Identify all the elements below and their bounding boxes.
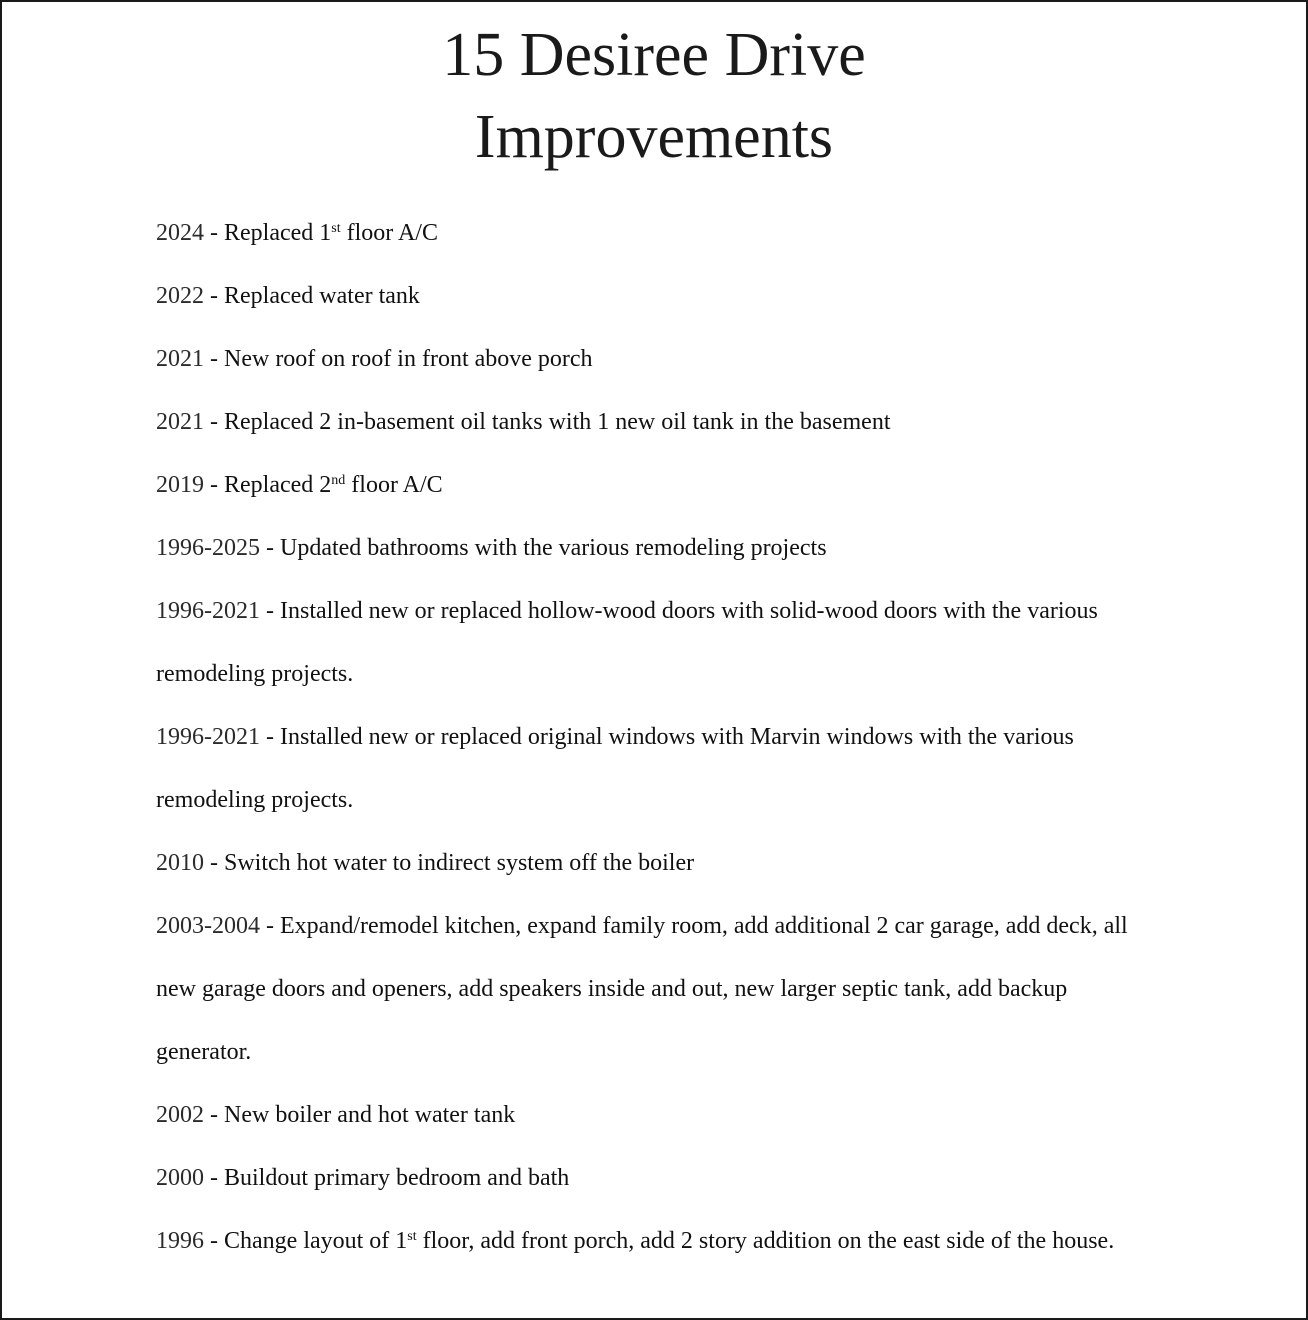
entry-separator: - bbox=[260, 724, 280, 750]
entry-year: 2019 bbox=[156, 472, 204, 498]
entry-separator: - bbox=[204, 283, 224, 309]
entry-text: Installed new or replaced hollow-wood doors with solid-wood doors with the various remodeling projects. bbox=[156, 598, 1098, 687]
entry-superscript: nd bbox=[331, 473, 346, 488]
entry-text: Replaced 2 bbox=[224, 472, 332, 498]
improvements-list bbox=[156, 202, 1166, 1273]
entry-text: Updated bathrooms with the various remodeling projects bbox=[280, 535, 827, 561]
entry-separator: - bbox=[204, 1165, 224, 1191]
entry-separator: - bbox=[204, 220, 224, 246]
entry-year: 2021 bbox=[156, 346, 204, 372]
entry-text: New boiler and hot water tank bbox=[224, 1102, 516, 1128]
entry-text: Replaced 2 in-basement oil tanks with 1 new oil tank in the basement bbox=[224, 409, 891, 435]
entry-separator: - bbox=[204, 1102, 224, 1128]
list-item bbox=[156, 580, 1166, 706]
list-item bbox=[156, 202, 1166, 265]
entry-separator: - bbox=[204, 850, 224, 876]
entry-text: Replaced 1 bbox=[224, 220, 332, 246]
entry-text: Installed new or replaced original windows with Marvin windows with the various remodeling projects. bbox=[156, 724, 1074, 813]
entry-year: 1996-2021 bbox=[156, 598, 260, 624]
entry-superscript: st bbox=[407, 1229, 417, 1244]
entry-text: Replaced water tank bbox=[224, 283, 420, 309]
entry-text: New roof on roof in front above porch bbox=[224, 346, 593, 372]
entry-separator: - bbox=[204, 409, 224, 435]
entry-year: 2010 bbox=[156, 850, 204, 876]
entry-year: 2000 bbox=[156, 1165, 204, 1191]
document-title bbox=[2, 2, 1306, 178]
list-item bbox=[156, 265, 1166, 328]
entry-separator: - bbox=[204, 346, 224, 372]
list-item bbox=[156, 1147, 1166, 1210]
entry-text-after: floor A/C bbox=[345, 472, 443, 498]
list-item bbox=[156, 832, 1166, 895]
list-item bbox=[156, 391, 1166, 454]
entry-separator: - bbox=[260, 535, 280, 561]
entry-superscript: st bbox=[331, 221, 341, 236]
entry-year: 2021 bbox=[156, 409, 204, 435]
entry-separator: - bbox=[260, 913, 280, 939]
list-item bbox=[156, 454, 1166, 517]
entry-text-after: floor A/C bbox=[340, 220, 438, 246]
list-item bbox=[156, 1210, 1166, 1273]
list-item bbox=[156, 328, 1166, 391]
entry-separator: - bbox=[204, 1228, 224, 1254]
entry-text: Buildout primary bedroom and bath bbox=[224, 1165, 570, 1191]
list-item bbox=[156, 1084, 1166, 1147]
list-item bbox=[156, 706, 1166, 832]
entry-year: 2003-2004 bbox=[156, 913, 260, 939]
list-item bbox=[156, 895, 1166, 1084]
entry-year: 2022 bbox=[156, 283, 204, 309]
title-line-1: 15 Desiree Drive bbox=[442, 21, 866, 89]
entry-text-after: floor, add front porch, add 2 story addition on the east side of the house. bbox=[416, 1228, 1115, 1254]
entry-year: 1996 bbox=[156, 1228, 204, 1254]
title-line-2: Improvements bbox=[474, 103, 834, 171]
entry-year: 1996-2021 bbox=[156, 724, 260, 750]
entry-year: 1996-2025 bbox=[156, 535, 260, 561]
entry-year: 2024 bbox=[156, 220, 204, 246]
entry-text: Change layout of 1 bbox=[224, 1228, 408, 1254]
entry-text: Switch hot water to indirect system off the boiler bbox=[224, 850, 695, 876]
entry-text: Expand/remodel kitchen, expand family room, add additional 2 car garage, add deck, all new garage doors and openers, add speakers inside and out, new larger septic tank, add backup generator. bbox=[156, 913, 1128, 1065]
entry-separator: - bbox=[260, 598, 280, 624]
list-item bbox=[156, 517, 1166, 580]
entry-separator: - bbox=[204, 472, 224, 498]
entry-year: 2002 bbox=[156, 1102, 204, 1128]
